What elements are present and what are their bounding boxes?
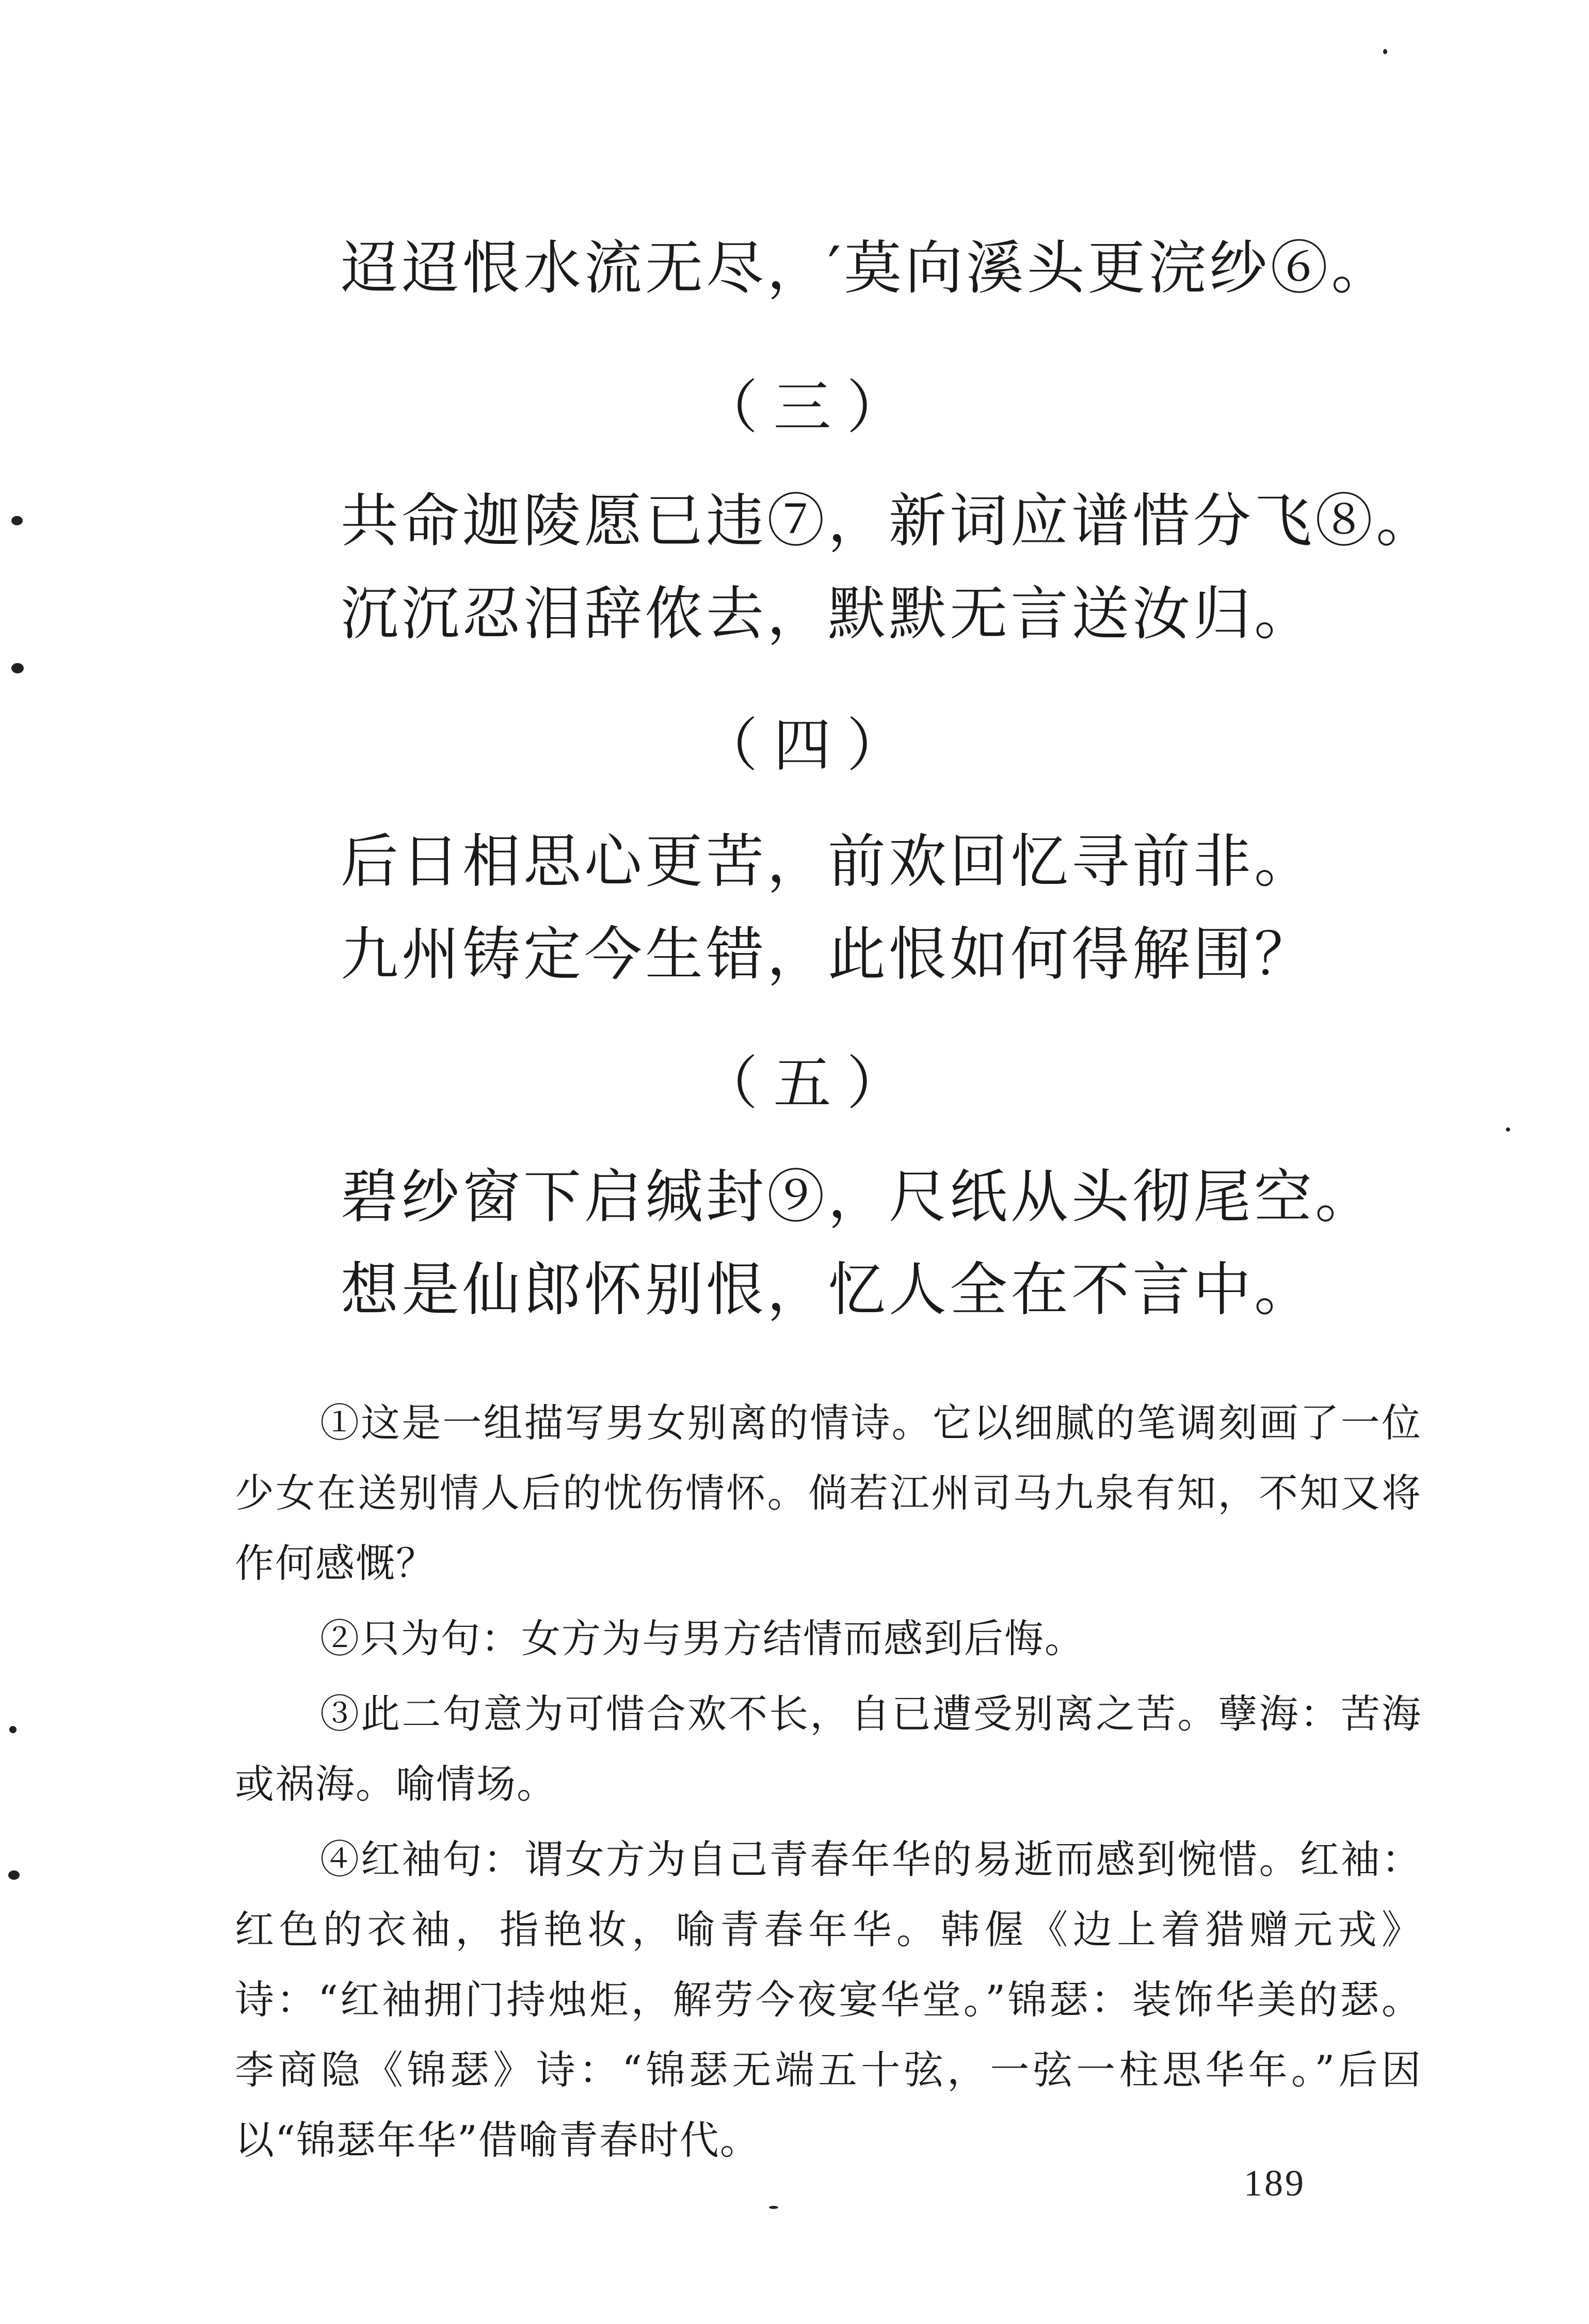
footnote-2: ②只为句：女方为与男方结情而感到后悔。 xyxy=(320,1616,1085,1661)
footnotes xyxy=(235,1388,1422,2181)
section-heading-4: （四） xyxy=(700,712,920,779)
verse-section-3 xyxy=(341,475,1437,660)
verse-line: 碧纱窗下启缄封⑨，尺纸从头彻尾空。 xyxy=(341,1164,1376,1231)
verse-section-4 xyxy=(341,815,1424,1001)
page-number: 189 xyxy=(1244,2162,1306,2204)
scan-speck xyxy=(1383,49,1387,54)
verse-section-5 xyxy=(341,1151,1424,1336)
footnote-3: ③此二句意为可惜合欢不长，自已遭受别离之苦。孽海：苦海或祸海。喻情场。 xyxy=(235,1691,1422,1807)
section-heading-3: （三） xyxy=(700,374,920,441)
verse-line: 沉沉忍泪辞侬去，默默无言送汝归。 xyxy=(341,580,1315,648)
section-heading-5: （五） xyxy=(700,1050,920,1117)
verse-line: 想是仙郎怀别恨，忆人全在不言中。 xyxy=(341,1256,1315,1324)
scan-speck xyxy=(8,1870,20,1880)
verse-line: 九州铸定今生错，此恨如何得解围？ xyxy=(341,921,1315,988)
footnote-1: ①这是一组描写男女别离的情诗。它以细腻的笔调刻画了一位少女在送别情人后的忧伤情怀。倘若江州司马九泉有知，不知又将作何感慨？ xyxy=(235,1400,1422,1586)
footnote-4: ④红袖句：谓女方为自己青春年华的易逝而感到惋惜。红袖：红色的衣袖，指艳妆，喻青春年华。韩偓《边上着猎赠元戎》诗：“红袖拥门持烛炬，解劳今夜宴华堂。”锦瑟：装饰华美的瑟。李商隐《锦瑟》诗：“锦瑟无端五十弦，一弦一柱思华年。”后因以“锦瑟年华”借喻青春时代。 xyxy=(235,1836,1422,2163)
scan-speck xyxy=(769,2206,778,2209)
verse-line: 后日相思心更苦，前欢回忆寻前非。 xyxy=(341,828,1315,895)
scan-speck xyxy=(11,516,23,525)
verse-line: 迢迢恨水流无尽，′莫向溪头更浣纱⑥。 xyxy=(341,235,1392,302)
verse-top xyxy=(341,222,1424,315)
scan-speck xyxy=(11,663,24,673)
scan-speck xyxy=(9,1726,17,1733)
scan-speck xyxy=(1506,1127,1510,1132)
verse-line: 共命迦陵愿已违⑦，新词应谱惜分飞⑧。 xyxy=(341,488,1437,555)
